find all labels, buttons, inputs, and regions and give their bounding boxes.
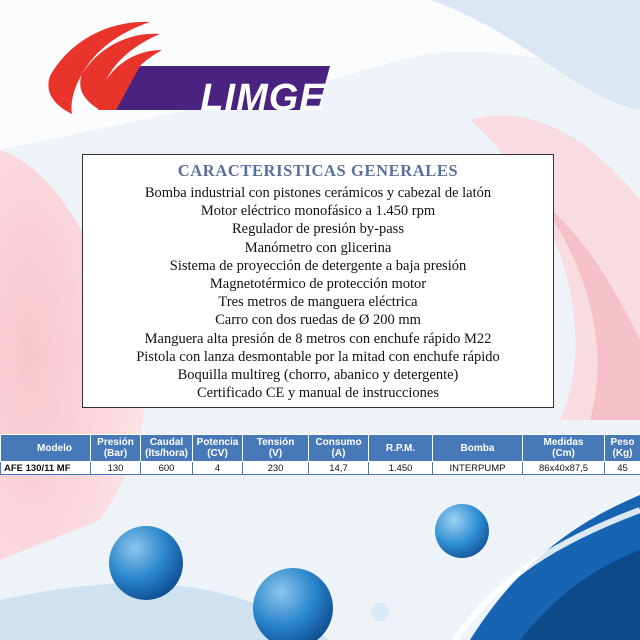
header-bomba: Bomba — [433, 435, 523, 462]
feature-item: Manómetro con glicerina — [244, 239, 392, 256]
header-medidas: Medidas (Cm) — [523, 435, 605, 462]
spec-header-row — [1, 435, 640, 462]
cell-caudal: 600 — [141, 462, 193, 475]
cell-peso: 45 — [605, 462, 640, 475]
features-list — [83, 184, 553, 402]
feature-item: Boquilla multireg (chorro, abanico y detergente) — [177, 367, 459, 384]
feature-item: Regulador de presión by-pass — [232, 221, 404, 238]
header-rpm: R.P.M. — [369, 435, 433, 462]
feature-item: Motor eléctrico monofásico a 1.450 rpm — [200, 203, 436, 220]
header-caudal: Caudal (lts/hora) — [141, 435, 193, 462]
cell-bomba: INTERPUMP — [433, 462, 523, 475]
features-box — [82, 154, 554, 408]
cell-potencia: 4 — [193, 462, 243, 475]
header-peso: Peso (Kg) — [605, 435, 640, 462]
table-row — [1, 462, 640, 475]
header-consumo: Consumo (A) — [309, 435, 369, 462]
cell-rpm: 1.450 — [369, 462, 433, 475]
feature-item: Magnetotérmico de protección motor — [209, 276, 427, 293]
feature-item: Sistema de proyección de detergente a baja presión — [169, 257, 467, 274]
cell-tension: 230 — [243, 462, 309, 475]
feature-item: Carro con dos ruedas de Ø 200 mm — [215, 312, 421, 329]
feature-item: Certificado CE y manual de instrucciones — [197, 385, 439, 402]
cell-presion: 130 — [91, 462, 141, 475]
header-modelo: Modelo — [1, 435, 91, 462]
brand-logo — [40, 10, 340, 130]
header-tension: Tensión (V) — [243, 435, 309, 462]
brand-wordmark: LIMGE — [200, 77, 326, 119]
feature-item: Tres metros de manguera eléctrica — [218, 294, 418, 311]
feature-item: Pistola con lanza desmontable por la mitad con enchufe rápido — [136, 348, 500, 365]
feature-item: Manguera alta presión de 8 metros con enchufe rápido M22 — [144, 330, 492, 347]
features-title: CARACTERISTICAS GENERALES — [177, 161, 459, 180]
cell-medidas: 86x40x87,5 — [523, 462, 605, 475]
spec-table — [0, 434, 640, 475]
header-presion: Presión (Bar) — [91, 435, 141, 462]
cell-consumo: 14,7 — [309, 462, 369, 475]
cell-modelo: AFE 130/11 MF — [1, 462, 91, 475]
feature-item: Bomba industrial con pistones cerámicos y cabezal de latón — [144, 185, 492, 201]
header-potencia: Potencia (CV) — [193, 435, 243, 462]
